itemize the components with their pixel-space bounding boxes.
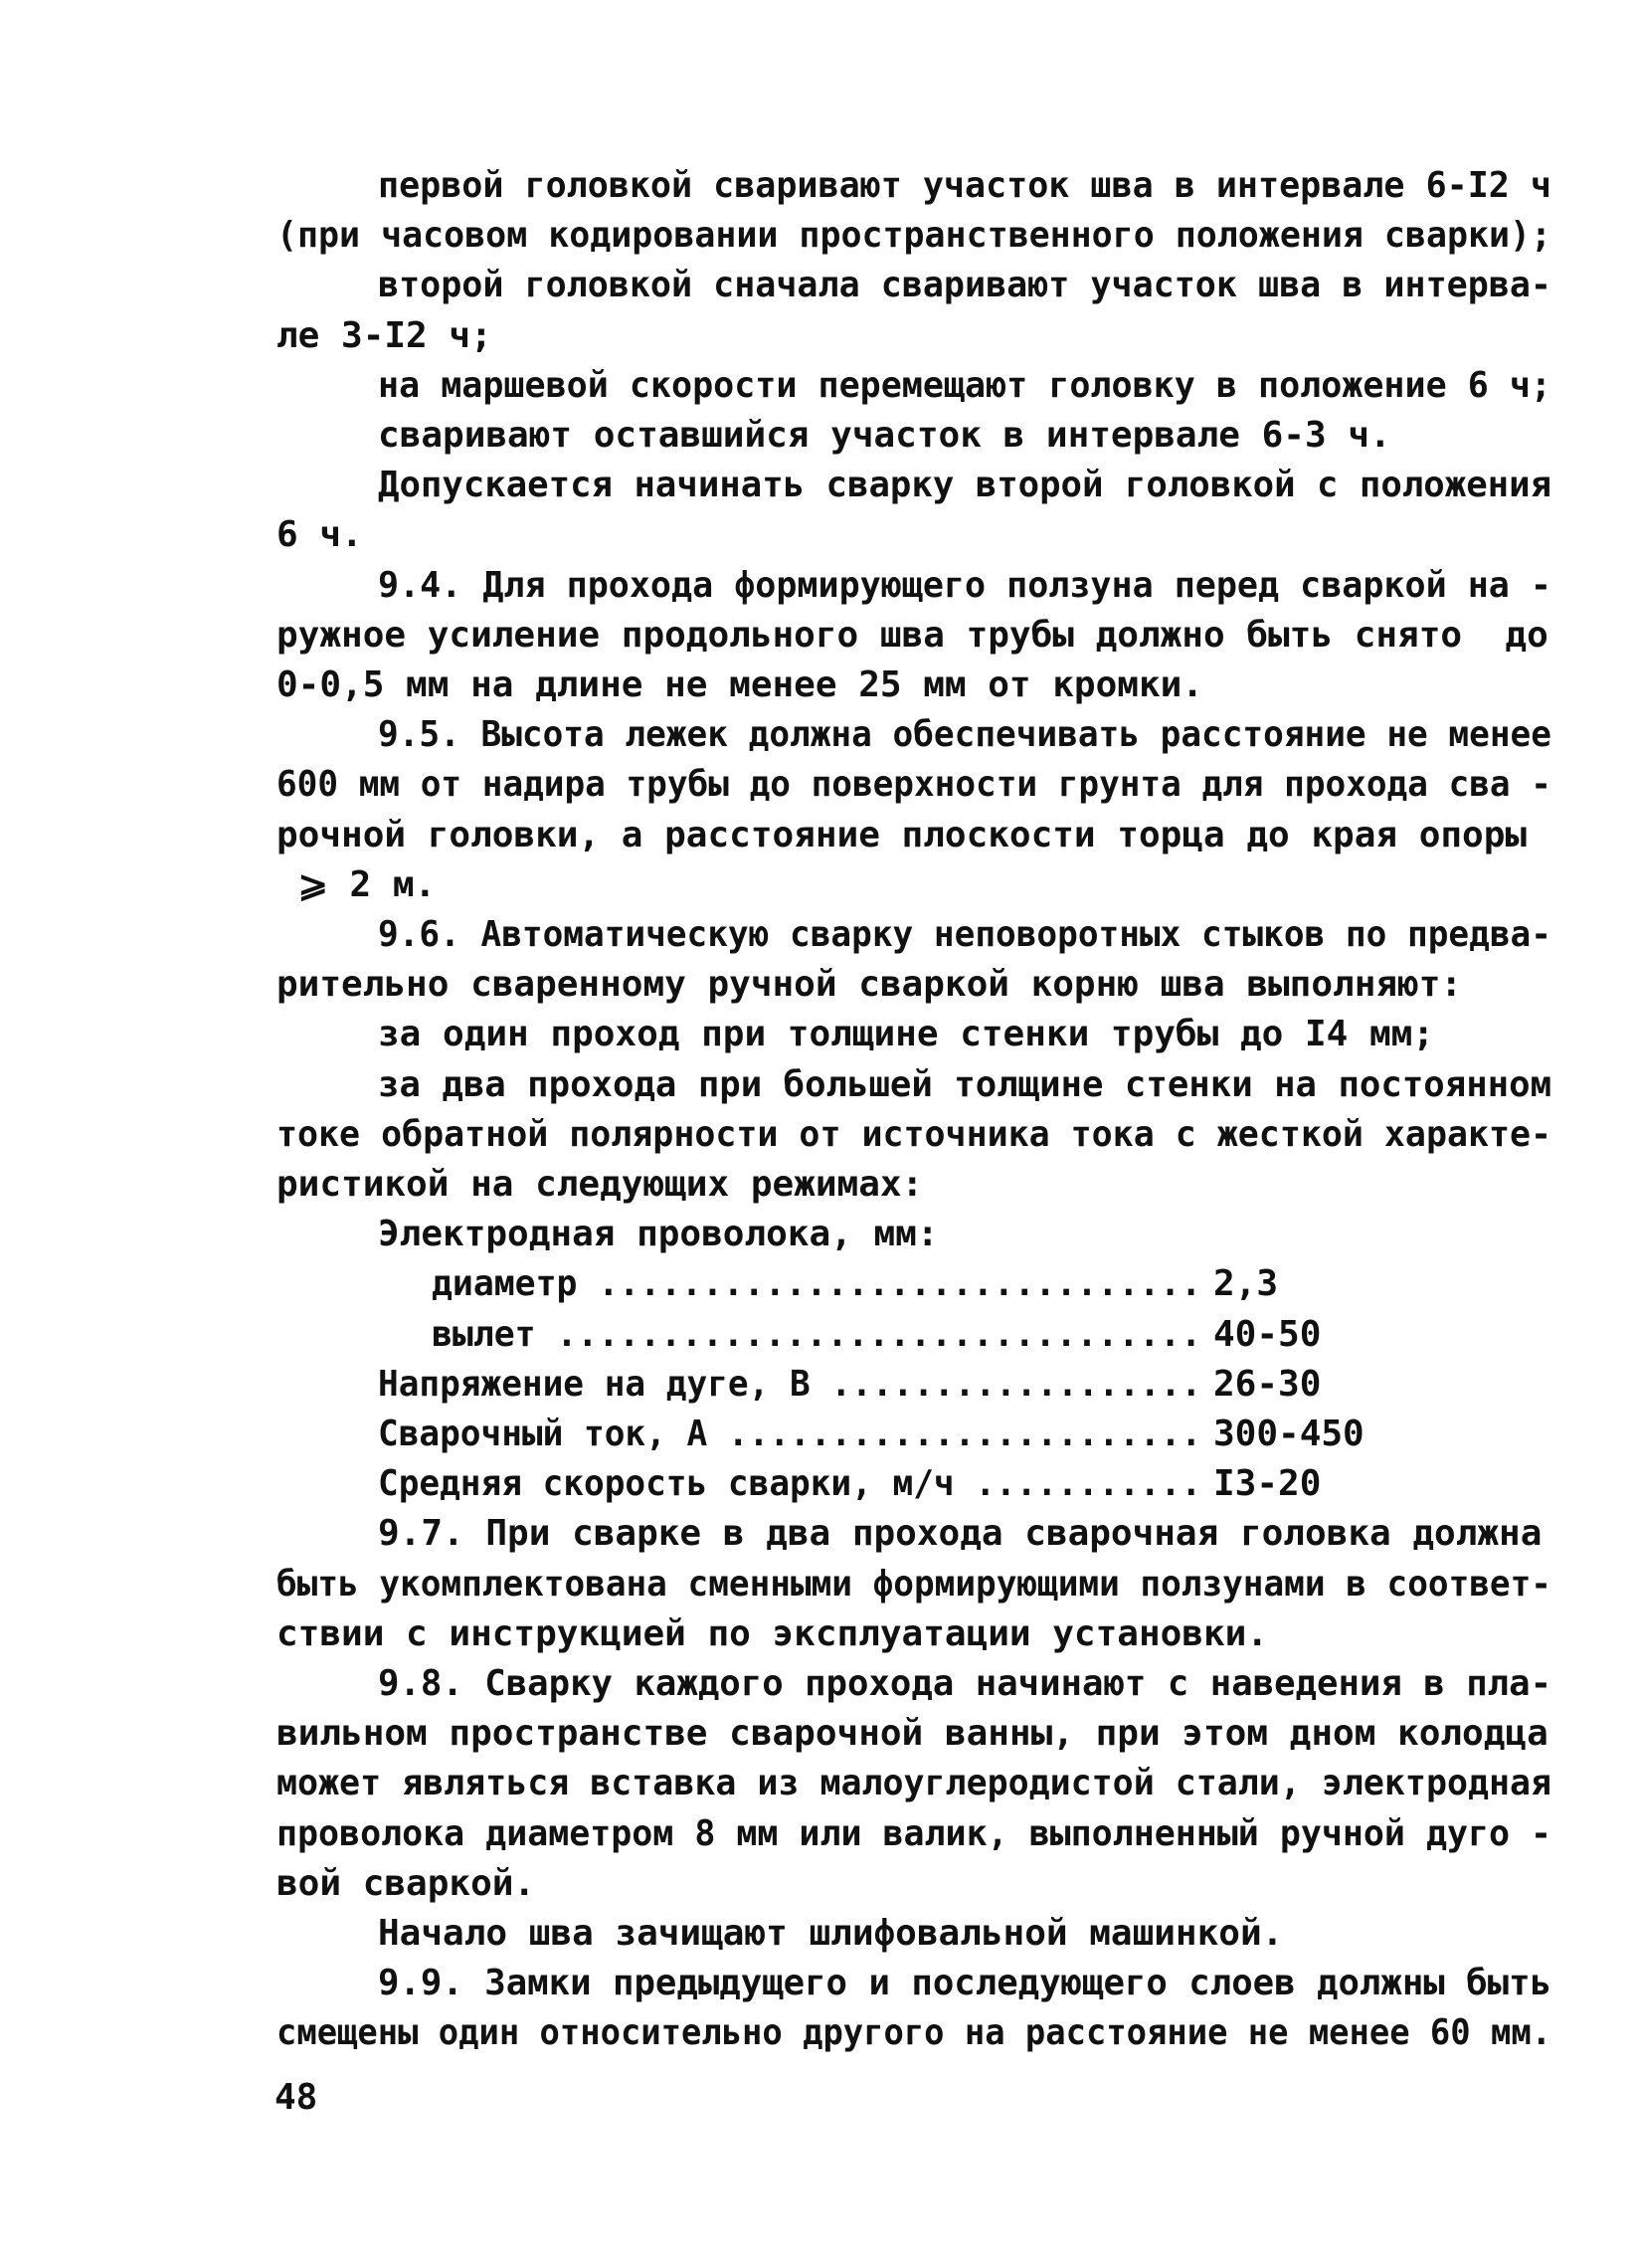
- text-line: ружное усиление продольного шва трубы должно быть снято до: [276, 614, 1548, 656]
- parameter-value: 2,3: [1213, 1263, 1279, 1305]
- text-line: 9.8. Сварку каждого прохода начинают с наведения в пла-: [378, 1663, 1552, 1704]
- parameter-value: 40-50: [1213, 1313, 1322, 1355]
- text-line: проволока диаметром 8 мм или валик, выполненный ручной дуго -: [276, 1812, 1552, 1854]
- text-line: рочной головки, а расстояние плоскости торца до края опоры: [276, 814, 1528, 855]
- parameter-value: I3-20: [1213, 1463, 1322, 1505]
- parameter-value: 300-450: [1213, 1414, 1365, 1454]
- text-line: вильном пространстве сварочной ванны, при этом дном колодца: [276, 1713, 1548, 1755]
- parameter-label: вылет ...............................: [432, 1313, 1202, 1355]
- parameter-label: Сварочный ток, А .......................: [378, 1414, 1202, 1454]
- text-line: ⩾ 2 м.: [276, 863, 437, 905]
- text-line: 9.4. Для прохода формирующего ползуна перед сваркой на -: [378, 564, 1551, 606]
- text-line: Начало шва зачищают шлифовальной машинкой.: [378, 1913, 1284, 1954]
- page-number: 48: [274, 2077, 318, 2118]
- text-line: может являться вставка из малоуглеродистой стали, электродная: [276, 1763, 1552, 1804]
- text-line: быть укомплектована сменными формирующими ползунами в соответ-: [276, 1563, 1551, 1605]
- text-line: за один проход при толщине стенки трубы до I4 мм;: [378, 1014, 1435, 1055]
- text-line: 6 ч.: [276, 514, 363, 556]
- parameter-label: Напряжение на дуге, В ..................: [378, 1363, 1202, 1405]
- text-line: рительно сваренному ручной сваркой корню шва выполняют:: [276, 964, 1463, 1006]
- text-line: первой головкой сваривают участок шва в интервале 6-I2 ч: [378, 165, 1551, 206]
- text-line: 9.9. Замки предыдущего и последующего слоев должны быть: [378, 1963, 1552, 2004]
- text-line: 9.5. Высота лежек должна обеспечивать расстояние не менее: [378, 714, 1551, 756]
- text-line: Электродная проволока, мм:: [378, 1214, 939, 1255]
- text-line: (при часовом кодировании пространственного положения сварки);: [276, 215, 1552, 257]
- text-line: 600 мм от надира трубы до поверхности грунта для прохода сва -: [276, 764, 1551, 806]
- text-line: ристикой на следующих режимах:: [276, 1164, 924, 1205]
- text-line: токе обратной полярности от источника тока с жесткой характе-: [276, 1113, 1552, 1155]
- text-line: Допускается начинать сварку второй головкой с положения: [378, 465, 1552, 506]
- text-line: на маршевой скорости перемещают головку в положение 6 ч;: [378, 364, 1551, 406]
- text-line: ле 3-I2 ч;: [276, 314, 492, 356]
- text-line: 9.7. При сварке в два прохода сварочная головка должна: [378, 1513, 1543, 1555]
- text-line: смещены один относительно другого на расстояние не менее 60 мм.: [276, 2012, 1552, 2054]
- parameter-value: 26-30: [1213, 1363, 1322, 1405]
- text-line: за два прохода при большей толщине стенки на постоянном: [378, 1063, 1552, 1105]
- text-line: сваривают оставшийся участок в интервале 6-3 ч.: [378, 415, 1391, 456]
- parameter-label: Средняя скорость сварки, м/ч ...........: [378, 1463, 1202, 1505]
- parameter-label: диаметр .............................: [432, 1263, 1202, 1305]
- text-line: 9.6. Автоматическую сварку неповоротных стыков по предва-: [378, 914, 1551, 955]
- text-line: 0-0,5 мм на длине не менее 25 мм от кромки.: [276, 664, 1203, 705]
- text-line: второй головкой сначала сваривают участок шва в интерва-: [378, 265, 1551, 306]
- text-line: ствии с инструкцией по эксплуатации установки.: [276, 1612, 1268, 1654]
- text-line: вой сваркой.: [276, 1862, 536, 1904]
